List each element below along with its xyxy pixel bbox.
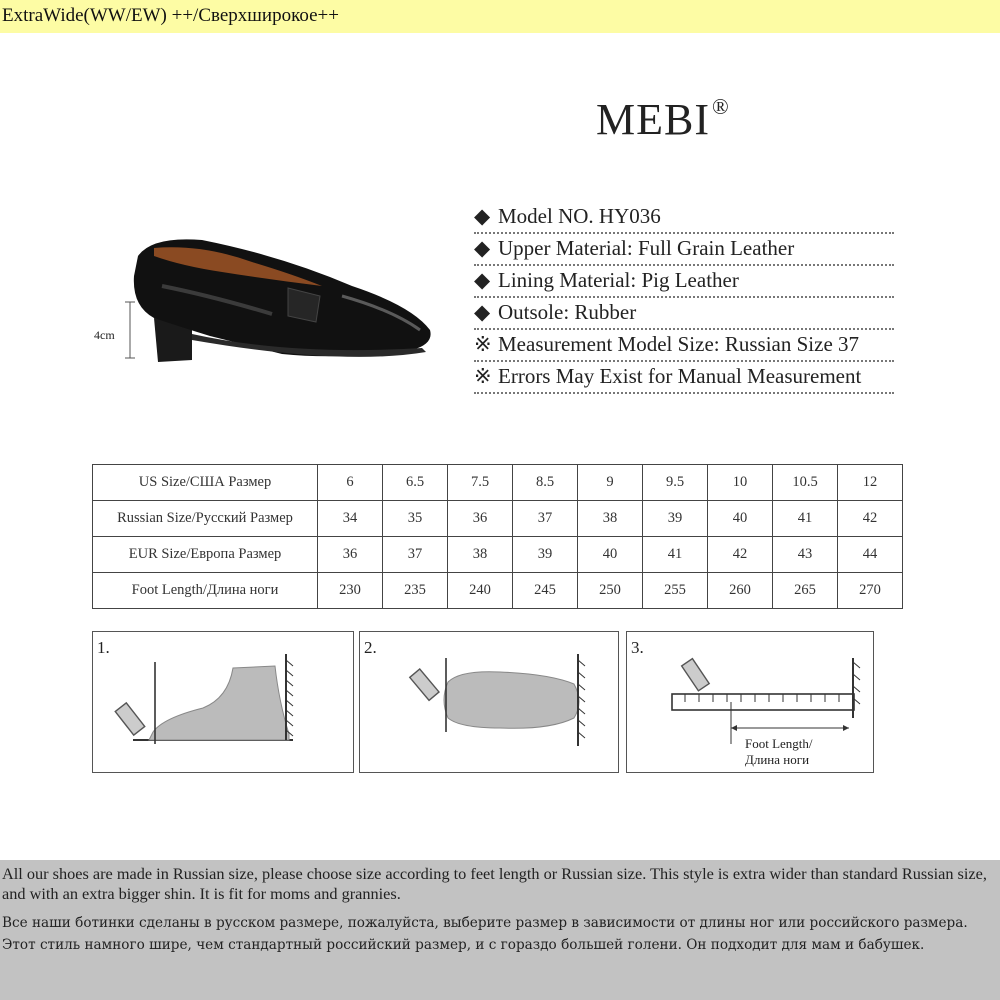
spec-measurement-error: ※ Errors May Exist for Manual Measurement xyxy=(474,362,894,394)
step-number: 3. xyxy=(631,638,644,657)
reference-mark-icon: ※ xyxy=(474,364,492,388)
spec-measurement-model: ※ Measurement Model Size: Russian Size 37 xyxy=(474,330,894,362)
table-cell: 240 xyxy=(448,573,513,609)
shoe-illustration xyxy=(92,226,442,376)
table-cell: 9 xyxy=(578,465,643,501)
table-cell: 245 xyxy=(513,573,578,609)
table-cell: 35 xyxy=(383,501,448,537)
table-cell: 39 xyxy=(513,537,578,573)
table-row xyxy=(93,501,903,537)
table-row xyxy=(93,537,903,573)
table-cell: 37 xyxy=(513,501,578,537)
table-cell: 36 xyxy=(448,501,513,537)
table-cell: 40 xyxy=(578,537,643,573)
step-number: 1. xyxy=(97,638,110,657)
brand-name: MEBI xyxy=(596,95,710,144)
measure-step-2 xyxy=(359,631,619,773)
size-chart-table xyxy=(92,464,903,609)
table-cell: 41 xyxy=(773,501,838,537)
table-cell: 42 xyxy=(708,537,773,573)
diamond-icon: ◆ xyxy=(474,236,491,260)
table-cell: 235 xyxy=(383,573,448,609)
measure-step-1 xyxy=(92,631,354,773)
foot-top-view-illustration xyxy=(360,632,616,770)
registered-mark: ® xyxy=(712,94,730,119)
table-cell: 255 xyxy=(643,573,708,609)
table-cell: 12 xyxy=(838,465,903,501)
table-cell: 230 xyxy=(318,573,383,609)
table-cell: 41 xyxy=(643,537,708,573)
foot-side-view-illustration xyxy=(93,632,351,770)
table-cell: 38 xyxy=(448,537,513,573)
table-cell: 260 xyxy=(708,573,773,609)
spec-upper-material: ◆ Upper Material: Full Grain Leather xyxy=(474,234,894,266)
shoe-image xyxy=(92,226,442,381)
foot-length-label: Foot Length/ Длина ноги xyxy=(745,736,813,767)
table-cell: 8.5 xyxy=(513,465,578,501)
diamond-icon: ◆ xyxy=(474,300,491,324)
table-cell: 6.5 xyxy=(383,465,448,501)
diamond-icon: ◆ xyxy=(474,268,491,292)
measure-step-3 xyxy=(626,631,874,773)
spec-outsole: ◆ Outsole: Rubber xyxy=(474,298,894,330)
table-cell: 44 xyxy=(838,537,903,573)
table-cell: 42 xyxy=(838,501,903,537)
table-cell: 40 xyxy=(708,501,773,537)
heel-height-label: 4cm xyxy=(94,328,115,342)
table-cell: 10.5 xyxy=(773,465,838,501)
table-cell: 38 xyxy=(578,501,643,537)
table-cell: 250 xyxy=(578,573,643,609)
size-note-en: All our shoes are made in Russian size, please choose size according to feet length or Russian size. This style is extra wider than standard Russian size, and with an extra bigger shin. It is fit for moms and grannies. xyxy=(2,864,987,903)
table-cell: 39 xyxy=(643,501,708,537)
spec-lining-material: ◆ Lining Material: Pig Leather xyxy=(474,266,894,298)
table-cell: 265 xyxy=(773,573,838,609)
table-cell: 34 xyxy=(318,501,383,537)
brand-logo xyxy=(596,94,730,144)
size-note xyxy=(0,860,1000,1000)
size-banner: ExtraWide(WW/EW) ++/Сверхширокое++ xyxy=(0,0,1000,33)
step-number: 2. xyxy=(364,638,377,657)
table-cell: 7.5 xyxy=(448,465,513,501)
table-cell: 9.5 xyxy=(643,465,708,501)
table-row xyxy=(93,465,903,501)
table-cell: 43 xyxy=(773,537,838,573)
table-row xyxy=(93,573,903,609)
row-header: US Size/США Размер xyxy=(93,465,318,501)
table-cell: 37 xyxy=(383,537,448,573)
table-cell: 6 xyxy=(318,465,383,501)
size-note-ru: Все наши ботинки сделаны в русском размере, пожалуйста, выберите размер в зависимости от длины ног или российского размера. Этот стиль намного шире, чем стандартный российский размер, и с гораздо большей голени. Он подходит для мам и бабушек. xyxy=(2,915,968,953)
diamond-icon: ◆ xyxy=(474,204,491,228)
table-cell: 10 xyxy=(708,465,773,501)
spec-model: ◆ Model NO. HY036 xyxy=(474,202,894,234)
table-cell: 36 xyxy=(318,537,383,573)
reference-mark-icon: ※ xyxy=(474,332,492,356)
row-header: Russian Size/Русский Размер xyxy=(93,501,318,537)
table-cell: 270 xyxy=(838,573,903,609)
row-header: Foot Length/Длина ноги xyxy=(93,573,318,609)
row-header: EUR Size/Европа Размер xyxy=(93,537,318,573)
